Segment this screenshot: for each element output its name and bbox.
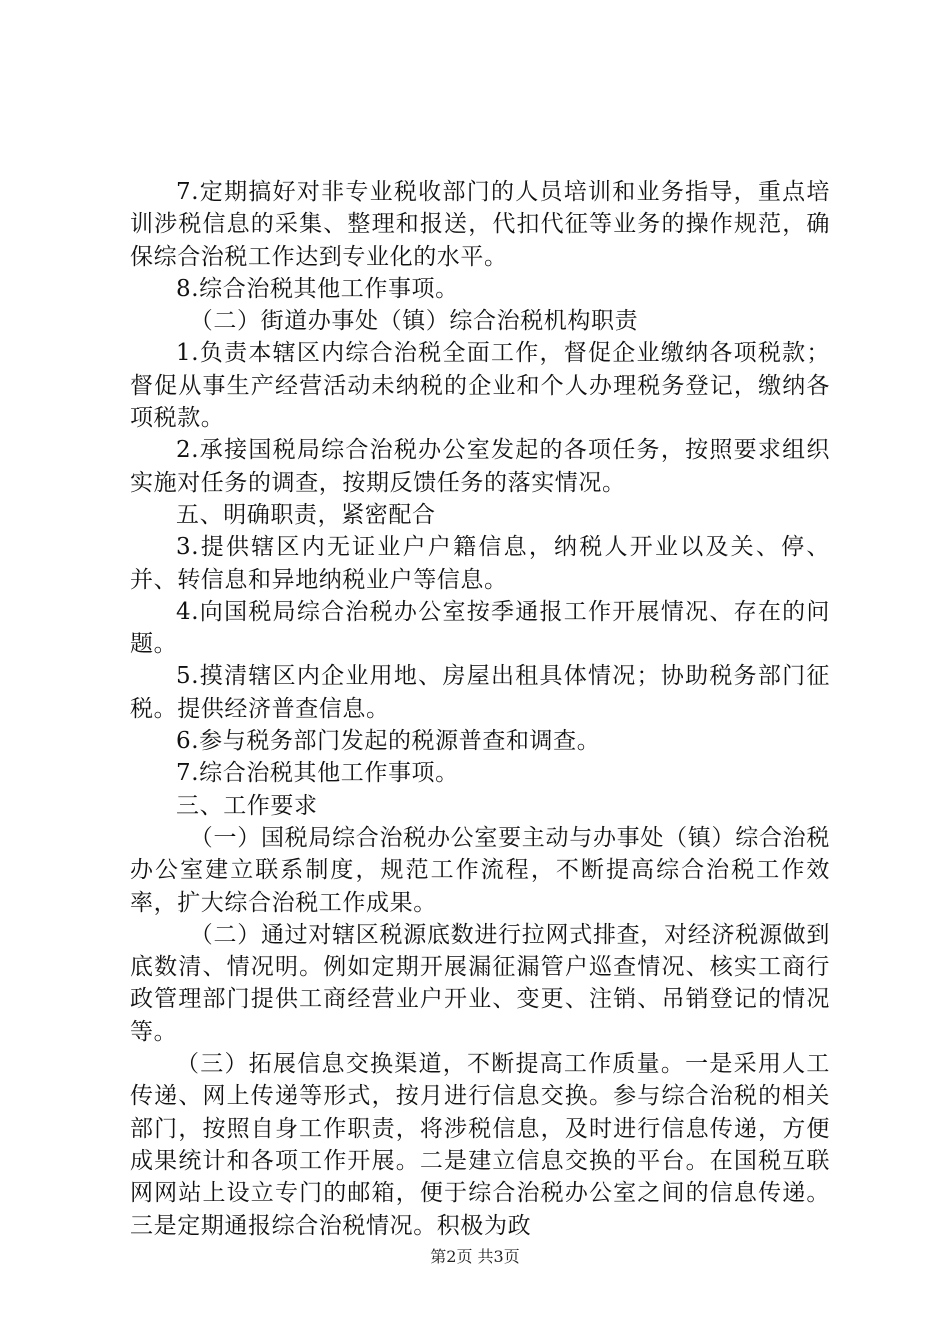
paragraph-requirement-2: （二）通过对辖区税源底数进行拉网式排查，对经济税源做到底数清、情况明。例如定期开展漏征漏管户巡查情况、核实工商行政管理部门提供工商经营业户开业、变更、注销、吊销登记的情况等。: [130, 921, 830, 1045]
page-footer: [0, 1244, 950, 1267]
page-indicator: 第2页 共3页: [430, 1247, 520, 1266]
paragraph-item-2-tasks: 2.承接国税局综合治税办公室发起的各项任务，按照要求组织实施对任务的调查，按期反馈任务的落实情况。: [130, 437, 830, 496]
section-heading-clarify-duties: 五、明确职责，紧密配合: [176, 501, 436, 528]
section-heading-work-requirements: 三、工作要求: [176, 792, 318, 819]
paragraph-item-6-census: 6.参与税务部门发起的税源普查和调查。: [176, 728, 601, 755]
paragraph-item-8-other: 8.综合治税其他工作事项。: [176, 275, 459, 302]
paragraph-item-5-survey: 5.摸清辖区内企业用地、房屋出租具体情况；协助税务部门征税。提供经济普查信息。: [130, 663, 830, 722]
paragraph-item-7-training: 7.定期搞好对非专业税收部门的人员培训和业务指导，重点培训涉税信息的采集、整理和报送，代扣代征等业务的操作规范，确保综合治税工作达到专业化的水平。: [130, 179, 830, 270]
paragraph-requirement-3: （三）拓展信息交换渠道，不断提高工作质量。一是采用人工传递、网上传递等形式，按月进行信息交换。参与综合治税的相关部门，按照自身工作职责，将涉税信息，及时进行信息传递，方便成果统计和各项工作开展。二是建立信息交换的平台。在国税互联网网站上设立专门的邮箱，便于综合治税办公室之间的信息传递。三是定期通报综合治税情况。积极为政: [130, 1051, 830, 1239]
paragraph-item-4-report: 4.向国税局综合治税办公室按季通报工作开展情况、存在的问题。: [130, 598, 830, 658]
section-heading-street-office-duties: （二）街道办事处（镇）综合治税机构职责: [189, 308, 639, 335]
paragraph-item-1-responsibility: 1.负责本辖区内综合治税全面工作，督促企业缴纳各项税款；督促从事生产经营活动未纳税的企业和个人办理税务登记，缴纳各项税款。: [130, 340, 830, 432]
document-body: [130, 176, 830, 1242]
paragraph-requirement-1: （一）国税局综合治税办公室要主动与办事处（镇）综合治税办公室建立联系制度，规范工作流程，不断提高综合治税工作效率，扩大综合治税工作成果。: [130, 824, 830, 916]
paragraph-item-3-info: 3.提供辖区内无证业户户籍信息，纳税人开业以及关、停、并、转信息和异地纳税业户等信息。: [130, 534, 830, 593]
paragraph-item-7-other: 7.综合治税其他工作事项。: [176, 760, 459, 787]
